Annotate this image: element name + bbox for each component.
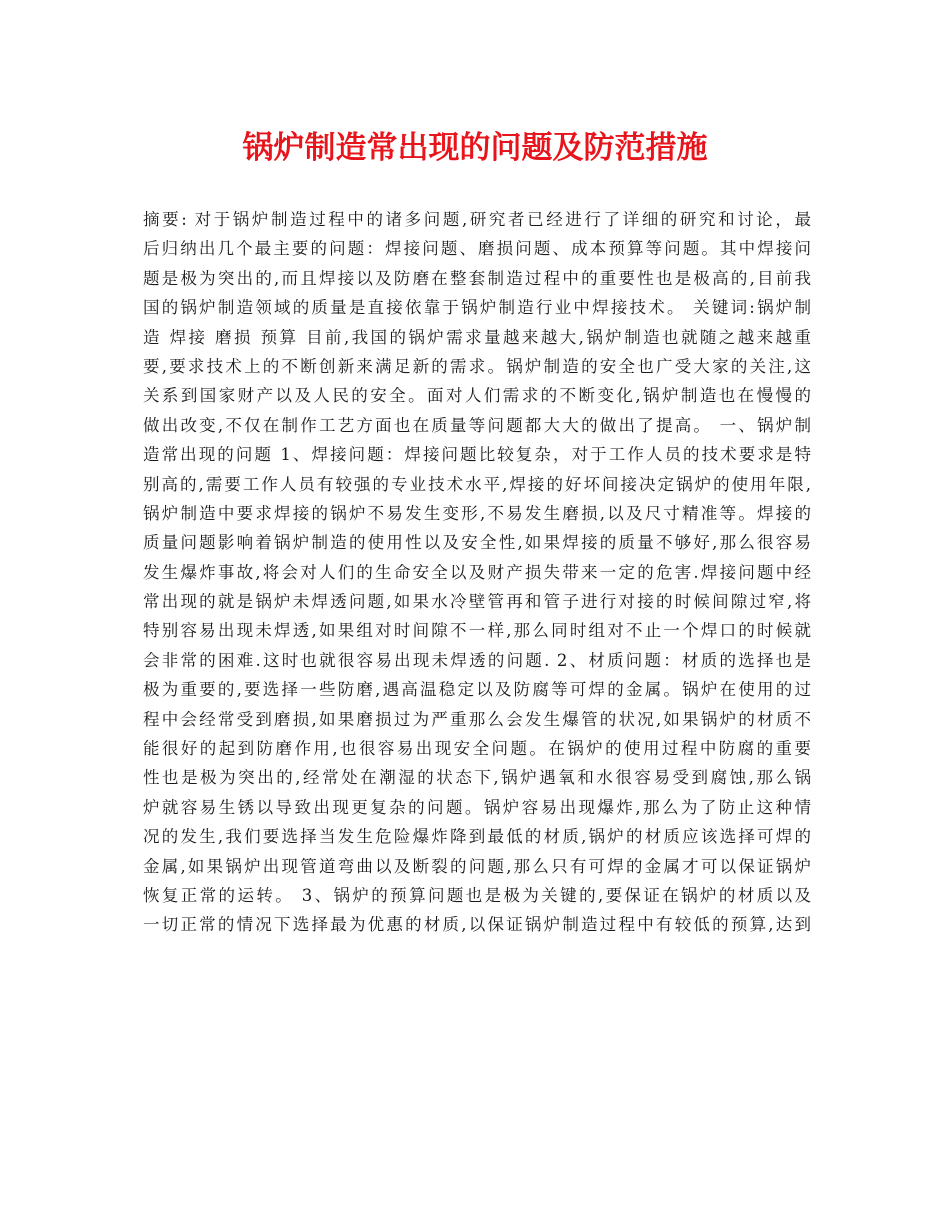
body-line: 发生爆炸事故,将会对人们的生命安全以及财产损失带来一定的危害.焊接问题中经 bbox=[143, 562, 811, 582]
body-line: 金属,如果锅炉出现管道弯曲以及断裂的问题,那么只有可焊的金属才可以保证锅炉 bbox=[143, 856, 811, 876]
body-line: 一切正常的情况下选择最为优惠的材质,以保证锅炉制造过程中有较低的预算,达到 bbox=[143, 915, 811, 935]
body-line: 造常出现的问题 1、焊接问题：焊接问题比较复杂，对于工作人员的技术要求是特 bbox=[143, 445, 811, 465]
body-line: 极为重要的,要选择一些防磨,遇高温稳定以及防腐等可焊的金属。锅炉在使用的过 bbox=[143, 680, 811, 700]
body-line: 性也是极为突出的,经常处在潮湿的状态下,锅炉遇氧和水很容易受到腐蚀,那么锅 bbox=[143, 768, 811, 788]
body-line: 程中会经常受到磨损,如果磨损过为严重那么会发生爆管的状况,如果锅炉的材质不 bbox=[143, 709, 811, 729]
body-line: 会非常的困难.这时也就很容易出现未焊透的问题. 2、材质问题：材质的选择也是 bbox=[143, 650, 811, 670]
body-line: 摘要: 对于锅炉制造过程中的诸多问题,研究者已经进行了详细的研究和讨论，最 bbox=[143, 210, 811, 229]
body-line: 别高的,需要工作人员有较强的专业技术水平,焊接的好坏间接决定锅炉的使用年限, bbox=[143, 474, 811, 494]
body-line: 锅炉制造中要求焊接的锅炉不易发生变形,不易发生磨损,以及尺寸精准等。焊接的 bbox=[143, 503, 811, 523]
body-line: 后归纳出几个最主要的问题：焊接问题、磨损问题、成本预算等问题。其中焊接问 bbox=[143, 239, 811, 259]
document-title: 锅炉制造常出现的问题及防范措施 bbox=[242, 130, 708, 166]
body-line: 题是极为突出的,而且焊接以及防磨在整套制造过程中的重要性也是极高的,目前我 bbox=[143, 268, 811, 288]
body-line: 要,要求技术上的不断创新来满足新的需求。锅炉制造的安全也广受大家的关注,这 bbox=[143, 356, 811, 376]
body-line: 常出现的就是锅炉未焊透问题,如果水冷壁管再和管子进行对接的时候间隙过窄,将 bbox=[143, 592, 811, 612]
body-line: 恢复正常的运转。 3、锅炉的预算问题也是极为关键的,要保证在锅炉的材质以及 bbox=[143, 885, 811, 905]
body-line: 造 焊接 磨损 预算 目前,我国的锅炉需求量越来越大,锅炉制造也就随之越来越重 bbox=[143, 327, 811, 347]
body-line: 特别容易出现未焊透,如果组对时间隙不一样,那么同时组对不止一个焊口的时候就 bbox=[143, 621, 811, 641]
body-line: 质量问题影响着锅炉制造的使用性以及安全性,如果焊接的质量不够好,那么很容易 bbox=[143, 533, 811, 553]
body-line: 关系到国家财产以及人民的安全。面对人们需求的不断变化,锅炉制造也在慢慢的 bbox=[143, 386, 811, 406]
body-line: 炉就容易生锈以导致出现更复杂的问题。锅炉容易出现爆炸,那么为了防止这种情 bbox=[143, 797, 811, 817]
body-line: 国的锅炉制造领域的质量是直接依靠于锅炉制造行业中焊接技术。 关键词:锅炉制 bbox=[143, 298, 811, 318]
body-line: 做出改变,不仅在制作工艺方面也在质量等问题都大大的做出了提高。 一、锅炉制 bbox=[143, 415, 811, 435]
body-line: 况的发生,我们要选择当发生危险爆炸降到最低的材质,锅炉的材质应该选择可焊的 bbox=[143, 827, 811, 847]
document-body bbox=[143, 205, 811, 940]
body-line: 能很好的起到防磨作用,也很容易出现安全问题。在锅炉的使用过程中防腐的重要 bbox=[143, 739, 811, 759]
